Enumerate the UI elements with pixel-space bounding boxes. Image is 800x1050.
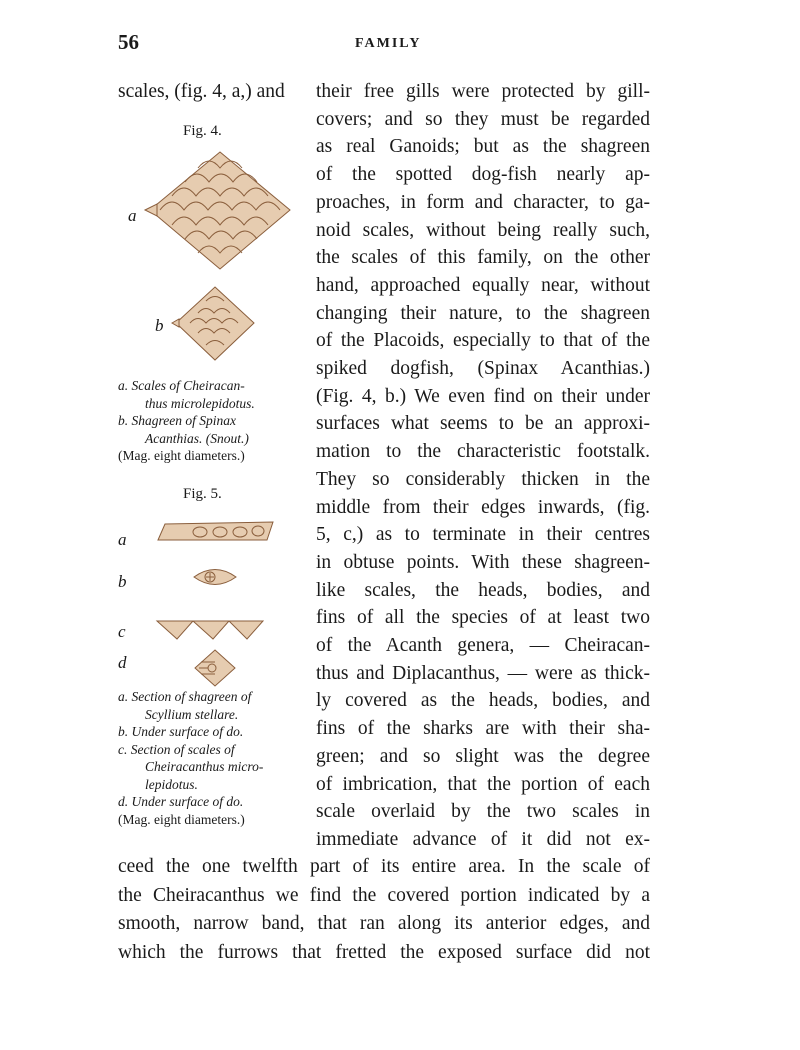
page-number: 56 bbox=[118, 30, 139, 54]
right-column-line: as real Ganoids; but as the shagreen bbox=[316, 136, 650, 158]
fig4-title: Fig. 4. bbox=[183, 123, 222, 139]
caption-line: Scyllium stellare. bbox=[145, 706, 239, 722]
caption-line: thus microlepidotus. bbox=[145, 395, 255, 411]
caption-line: b. Shagreen of Spinax bbox=[118, 413, 236, 428]
caption-line: c. Section of scales of bbox=[118, 741, 235, 757]
fig5c-section-illustration bbox=[155, 617, 265, 641]
caption-line: Acanthias. (Snout.) bbox=[145, 430, 249, 446]
caption-line: (Mag. eight diameters.) bbox=[118, 448, 245, 463]
right-column-line: 5, c,) as to terminate in their centres bbox=[316, 524, 650, 546]
fig4-letter-b: b bbox=[155, 316, 164, 335]
right-column-line: covers; and so they must be regarded bbox=[316, 108, 650, 130]
fig5-letter-a: a bbox=[118, 530, 127, 549]
right-column-line: their free gills were protected by gill- bbox=[316, 81, 650, 102]
right-column-line: scale overlaid by the two scales in bbox=[316, 801, 650, 823]
right-column-line: like scales, the heads, bodies, and bbox=[316, 579, 650, 601]
bottom-line: ceed the one twelfth part of its entire area. In the scale of bbox=[118, 856, 650, 877]
right-column-line: fins of the sharks are with their sha- bbox=[316, 718, 650, 740]
bottom-line: the Cheiracanthus we find the covered portion indicated by a bbox=[118, 884, 650, 906]
right-column-line: of imbrication, that the portion of each bbox=[316, 773, 650, 795]
caption-line: lepidotus. bbox=[145, 776, 198, 792]
running-title: FAMILY bbox=[355, 36, 422, 51]
right-column-line: mation to the characteristic footstalk. bbox=[316, 441, 650, 463]
fig5b-under-surface-illustration bbox=[190, 562, 240, 592]
bottom-line: smooth, narrow band, that ran along its anterior edges, and bbox=[118, 913, 650, 934]
fig5-title: Fig. 5. bbox=[183, 486, 222, 502]
fig4a-scales-illustration bbox=[140, 148, 300, 273]
bottom-line: which the furrows that fretted the exposed surface did not bbox=[118, 941, 650, 963]
fig5-letter-c: c bbox=[118, 622, 126, 641]
caption-line: a. Section of shagreen of bbox=[118, 689, 252, 704]
right-column-line: They so considerably thicken in the bbox=[316, 468, 650, 490]
caption-line: (Mag. eight diameters.) bbox=[118, 811, 245, 827]
caption-line: Cheiracanthus micro- bbox=[145, 759, 264, 774]
right-column-line: the scales of this family, on the other bbox=[316, 247, 650, 269]
right-column-line: in obtuse points. With these shagreen- bbox=[316, 551, 650, 573]
first-line-left: scales, (fig. 4, a,) and bbox=[118, 81, 285, 102]
right-column-line: hand, approached equally near, without bbox=[316, 274, 650, 296]
right-column-line: spiked dogfish, (Spinax Acanthias.) bbox=[316, 358, 650, 379]
caption-line: b. Under surface of do. bbox=[118, 724, 244, 739]
right-column-line: surfaces what seems to be an approxi- bbox=[316, 413, 650, 435]
fig4b-shagreen-illustration bbox=[170, 283, 260, 363]
right-column-line: proaches, in form and character, to ga- bbox=[316, 191, 650, 213]
fig5d-under-surface-illustration bbox=[193, 648, 237, 688]
right-column-line: fins of all the species of at least two bbox=[316, 607, 650, 629]
right-column-line: changing their nature, to the shagreen bbox=[316, 302, 650, 324]
right-column-line: ly covered as the heads, bodies, and bbox=[316, 690, 650, 712]
caption-line: a. Scales of Cheiracan- bbox=[118, 378, 245, 393]
right-column-line: immediate advance of it did not ex- bbox=[316, 828, 650, 850]
right-column-line: of the spotted dog-fish nearly ap- bbox=[316, 164, 650, 186]
right-column-line: green; and so slight was the degree bbox=[316, 745, 650, 767]
fig4-letter-a: a bbox=[128, 206, 137, 225]
caption-line: d. Under surface of do. bbox=[118, 794, 244, 809]
fig5-letter-b: b bbox=[118, 572, 127, 591]
right-column-line: (Fig. 4, b.) We even find on their under bbox=[316, 385, 650, 407]
right-column-line: of the Acanth genera, — Cheiracan- bbox=[316, 635, 650, 656]
right-column-line: thus and Diplacanthus, — were as thick- bbox=[316, 662, 650, 684]
right-column-line: middle from their edges inwards, (fig. bbox=[316, 496, 650, 518]
fig5-letter-d: d bbox=[118, 653, 127, 672]
right-column-line: of the Placoids, especially to that of the bbox=[316, 330, 650, 352]
right-column-line: noid scales, without being really such, bbox=[316, 219, 650, 241]
fig5a-section-illustration bbox=[155, 518, 275, 548]
